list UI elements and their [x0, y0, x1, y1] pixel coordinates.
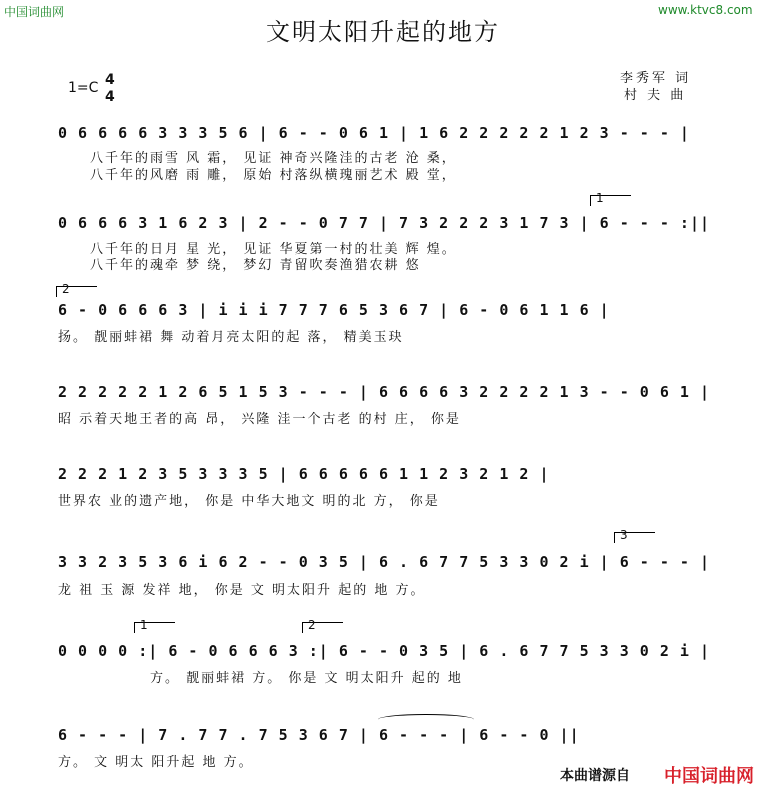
source-label: 本曲谱源自	[560, 768, 630, 784]
song-title: 文明太阳升起的地方	[266, 18, 500, 46]
volta-number: 1	[140, 618, 148, 632]
key-signature: 1=C	[68, 80, 99, 96]
time-signature-top: 4	[105, 72, 115, 88]
volta-number: 3	[620, 528, 628, 542]
volta-number: 2	[308, 618, 316, 632]
row-3-notes: 6 - 0 6 6 6 3 | i i i 7 7 7 6 5 3 6 7 | 6 - 0 6 1 1 6 |	[58, 301, 610, 319]
tie-slur	[378, 714, 474, 725]
row-6-lyrics: 龙 祖 玉 源 发祥 地， 你是 文 明太阳升 起的 地 方。	[58, 583, 426, 598]
volta-number: 1	[596, 191, 604, 205]
row-4-lyrics: 昭 示着天地王者的高 昂， 兴隆 洼一个古老 的村 庄， 你是	[58, 412, 461, 427]
row-8-notes: 6 - - - | 7 . 7 7 . 7 5 3 6 7 | 6 - - - | 6 - - 0 ||	[58, 726, 580, 744]
composer: 村 夫 曲	[624, 88, 687, 103]
time-signature-bottom: 4	[105, 89, 115, 105]
row-5-lyrics: 世界农 业的遗产地， 你是 中华大地文 明的北 方， 你是	[58, 494, 440, 509]
row-1-lyrics-verse-1: 八千年的雨雪 风 霜， 见证 神奇兴隆洼的古老 沧 桑，	[90, 151, 457, 166]
row-7-lyrics: 方。 靓丽蚌裙 方。 你是 文 明太阳升 起的 地	[150, 671, 463, 686]
row-6-notes: 3 3 2 3 5 3 6 i 6 2 - - 0 3 5 | 6 . 6 7 7 5 3 3 0 2 i | 6 - - - |	[58, 553, 710, 571]
row-1-notes: 0 6 6 6 6 3 3 3 5 6 | 6 - - 0 6 1 | 1 6 2 2 2 2 2 1 2 3 - - - |	[58, 124, 690, 142]
source-site-link[interactable]: 中国词曲网	[664, 766, 754, 787]
row-2-lyrics-verse-1: 八千年的日月 星 光， 见证 华夏第一村的壮美 辉 煌。	[90, 242, 457, 257]
row-2-lyrics-verse-2: 八千年的魂牵 梦 绕， 梦幻 青留吹奏渔猎农耕 悠	[90, 258, 421, 273]
volta-number: 2	[62, 282, 70, 296]
row-2-notes: 0 6 6 6 3 1 6 2 3 | 2 - - 0 7 7 | 7 3 2 2 2 3 1 7 3 | 6 - - - :||	[58, 214, 710, 232]
row-8-lyrics: 方。 文 明太 阳升起 地 方。	[58, 755, 254, 770]
row-1-lyrics-verse-2: 八千年的风磨 雨 雕， 原始 村落纵横瑰丽艺术 殿 堂，	[90, 168, 457, 183]
row-3-lyrics: 扬。 靓丽蚌裙 舞 动着月亮太阳的起 落， 精美玉玦	[58, 330, 404, 345]
watermark-right: www.ktvc8.com	[658, 3, 753, 17]
watermark-left: 中国词曲网	[4, 5, 65, 19]
row-4-notes: 2 2 2 2 2 1 2 6 5 1 5 3 - - - | 6 6 6 6 3 2 2 2 2 1 3 - - 0 6 1 |	[58, 383, 710, 401]
row-7-notes: 0 0 0 0 :| 6 - 0 6 6 6 3 :| 6 - - 0 3 5 | 6 . 6 7 7 5 3 3 0 2 i |	[58, 642, 710, 660]
row-5-notes: 2 2 2 1 2 3 5 3 3 3 5 | 6 6 6 6 6 1 1 2 3 2 1 2 |	[58, 465, 550, 483]
lyricist: 李秀军 词	[620, 71, 692, 86]
